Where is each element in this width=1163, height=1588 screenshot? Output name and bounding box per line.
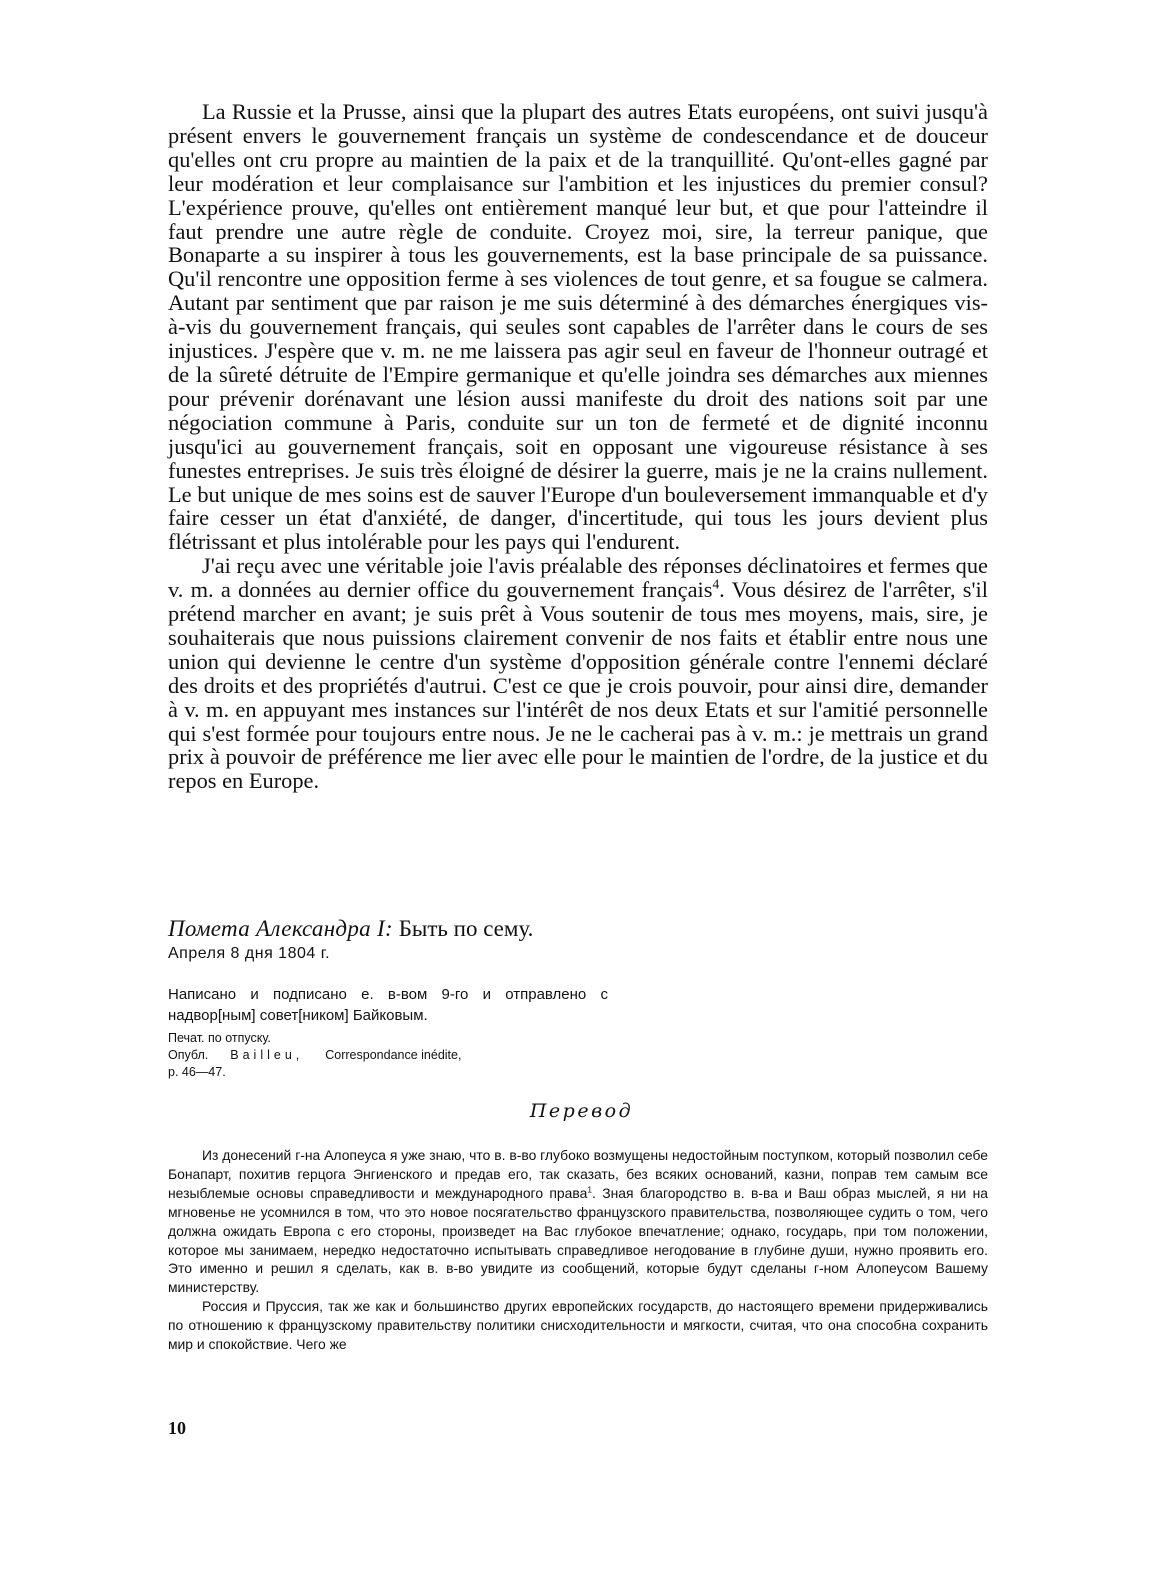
source-pages: p. 46—47. bbox=[168, 1065, 226, 1079]
source-published-label: Опубл. bbox=[168, 1048, 209, 1062]
translation-block bbox=[168, 1146, 988, 1354]
translation-paragraph-1-part-2: . Зная благородство в. в-ва и Ваш образ мыслей, я ни на мгновенье не усомнился в том, что это новое посягательство французского правительства, позволяющее судить о том, чего должна ожидать Европа с его стороны, произведет на Вас глубокое впечатление; однако, государь, при том положении, которое мы занимаем, нередко недостаточно испытывать справедливое негодование в глубине души, нужно проявить его. Это именно и решил я сделать, как в. в-во увидите из сообщений, которые будут сделаны г-ном Алопеусом Вашему министерству. bbox=[168, 1184, 988, 1296]
translation-paragraph-1 bbox=[168, 1146, 988, 1297]
main-paragraph-2 bbox=[168, 554, 988, 793]
resolution-note bbox=[168, 915, 988, 943]
footnote-ref-1: 1 bbox=[587, 1184, 592, 1195]
main-paragraph-2-part-2: . Vous désirez de l'arrêter, s'il prétend marcher en avant; je suis prêt à Vous soutenir de tous mes moyens, mais, sire, je souhaiterais que nous puissions clairement convenir de nos faits et établir entre nous une union qui devienne le centre d'un système d'opposition générale contre l'ennemi déclaré des droits et des propriétés d'autrui. C'est ce que je crois pouvoir, pour ainsi dire, demander à v. m. en appuyant mes instances sur l'intérêt de nos deux Etats et sur l'amitié personnelle qui s'est formée pour toujours entre nous. Je ne le cacherai pas à v. m.: je mettrais un grand prix à pouvoir de préférence me lier avec elle pour le maintien de l'ordre, de la justice et du repos en Europe. bbox=[168, 577, 988, 794]
date-line: Апреля 8 дня 1804 г. bbox=[168, 945, 331, 962]
main-text-block bbox=[168, 100, 988, 793]
source-author: Bailleu, bbox=[230, 1048, 304, 1062]
source-publication-line bbox=[168, 1047, 608, 1064]
resolution-text: Быть по сему. bbox=[398, 916, 534, 941]
page-number: 10 bbox=[168, 1418, 186, 1438]
footnote-ref-4: 4 bbox=[712, 576, 720, 592]
translation-heading: Перевод bbox=[529, 1100, 634, 1122]
source-print-line: Печат. по отпуску. bbox=[168, 1031, 271, 1045]
source-work: Correspondance inédite, bbox=[325, 1048, 462, 1062]
resolution-label: Помета Александра I: bbox=[168, 916, 393, 941]
source-note bbox=[168, 1030, 608, 1081]
written-note: Написано и подписано е. в-вом 9-го и отправлено с надвор[ным] совет[ником] Байковым. bbox=[168, 986, 608, 1024]
translation-paragraph-1-part-1: Из донесений г-на Алопеуса я уже знаю, что в. в-во глубоко возмущены недостойным поступком, который позволил себе Бонапарт, похитив герцога Энгиенского и предав его, так сказать, без всяких оснований, казни, поправ тем самым все незыблемые основы справедливости и международного права bbox=[168, 1147, 988, 1201]
main-paragraph-2-part-1: J'ai reçu avec une véritable joie l'avis préalable des réponses déclinatoires et fermes que v. m. a données au dernier office du gouvernement français bbox=[168, 553, 988, 603]
translation-paragraph-2: Россия и Пруссия, так же как и большинство других европейских государств, до настоящего времени придерживались по отношению к французскому правительству политики снисходительности и мягкости, считая, что она способна сохранить мир и спокойствие. Чего же bbox=[168, 1298, 988, 1353]
main-paragraph-1: La Russie et la Prusse, ainsi que la plupart des autres Etats européens, ont suivi jusqu'à présent envers le gouvernement français un système de condescendance et de douceur qu'elles ont cru propre au maintien de la paix et de la tranquillité. Qu'ont-elles gagné par leur modération et leur complaisance sur l'ambition et les injustices du premier consul? L'expérience prouve, qu'elles ont entièrement manqué leur but, et que pour l'atteindre il faut prendre une autre règle de conduite. Croyez moi, sire, la terreur panique, que Bonaparte a su inspirer à tous les gouvernements, est la base principale de sa puissance. Qu'il rencontre une opposition ferme à ses violences de tout genre, et sa fougue se calmera. Autant par sentiment que par raison je me suis déterminé à des démarches énergiques vis-à-vis du gouvernement français, qui seules sont capables de l'arrêter dans le cours de ses injustices. J'espère que v. m. ne me laissera pas agir seul en faveur de l'honneur outragé et de la sûreté détruite de l'Empire germanique et qu'elle joindra ses démarches aux miennes pour prévenir dorénavant une lésion aussi manifeste du droit des nations soit par une négociation commune à Paris, conduite sur un ton de fermeté et de dignité inconnu jusqu'ici au gouvernement français, soit en opposant une vigoureuse résistance à ses funestes entreprises. Je suis très éloigné de désirer la guerre, mais je ne la crains nullement. Le but unique de mes soins est de sauver l'Europe d'un bouleversement immanquable et d'y faire cesser un état d'anxiété, de danger, d'incertitude, qui tous les jours devient plus flétrissant et plus intolérable pour les pays qui l'endurent. bbox=[168, 99, 988, 555]
